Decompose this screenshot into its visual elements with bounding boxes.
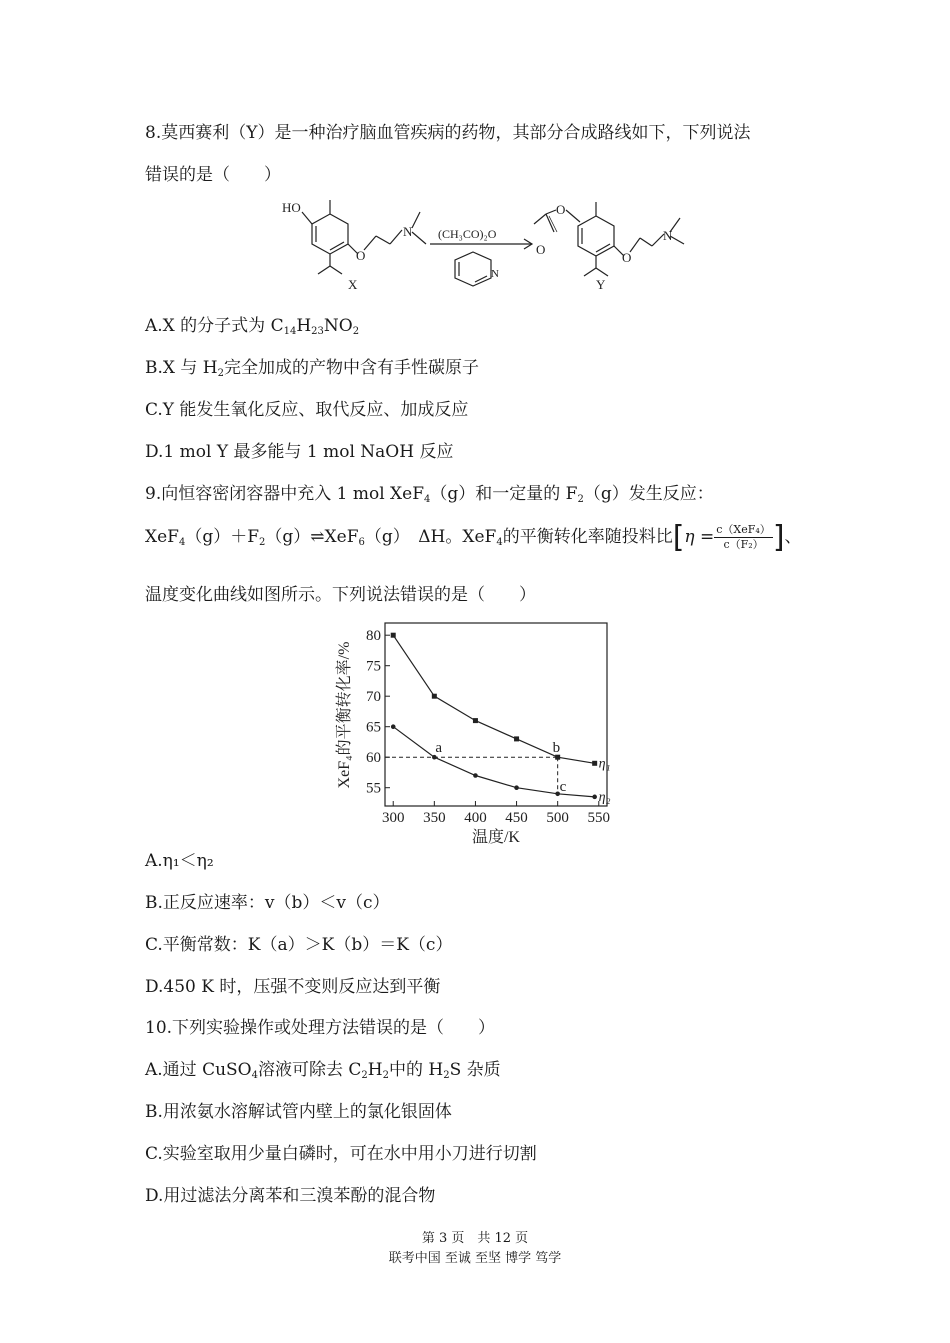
q10-stem: 10.下列实验操作或处理方法错误的是（ ） bbox=[145, 1018, 496, 1038]
y-ester-o-atom: O bbox=[556, 202, 566, 217]
x-tick-label: 400 bbox=[464, 810, 487, 826]
q9-stem-line3: 温度变化曲线如图所示。下列说法错误的是（ ） bbox=[145, 585, 536, 605]
y-tick-label: 80 bbox=[366, 628, 381, 645]
page-number: 第 3 页 共 12 页 bbox=[421, 1231, 529, 1246]
x-tick-label: 450 bbox=[505, 810, 528, 826]
q9-equation-line: $XeF_4(g)+F_2(g)\rightleftharpoons XeF_6(g)$ ΔH。XeF$_4$的平衡转化率随投料比[η = $\frac{\text{c（XeF₄）}}{\text{c（F₂）}}$ ]、 bbox=[145, 520, 802, 555]
q9-option-b: B.正反应速率：v（b）＜v（c） bbox=[145, 893, 390, 913]
y-ether-o-atom: O bbox=[622, 250, 632, 265]
series-eta1-point bbox=[514, 736, 519, 741]
plot-frame bbox=[385, 623, 607, 806]
footer-slogan: 联考中国 至诚 至坚 博学 笃学 bbox=[388, 1251, 562, 1266]
q8-option-d: D.1 mol Y 最多能与 1 mol NaOH 反应 bbox=[145, 442, 454, 462]
y-tick-label: 55 bbox=[366, 780, 381, 797]
q9-option-d: D.450 K 时，压强不变则反应达到平衡 bbox=[145, 977, 441, 997]
y-carbonyl-o-atom: O bbox=[536, 242, 546, 257]
point-b-label: b bbox=[552, 740, 561, 757]
y-n-atom: N bbox=[663, 228, 673, 243]
y-tick-label: 60 bbox=[366, 750, 381, 767]
x-o-atom: O bbox=[356, 248, 366, 263]
ho-label: HO bbox=[282, 200, 301, 215]
x-tick-label: 300 bbox=[381, 810, 405, 826]
series-eta2-point bbox=[473, 773, 478, 778]
series-eta1-point bbox=[592, 761, 597, 766]
y-tick-label: 75 bbox=[366, 658, 381, 675]
q8-option-a: A.X 的分子式为 $C_{14}H_{23}NO_2$ bbox=[145, 316, 360, 337]
series-eta2-label: η₂ bbox=[598, 789, 611, 805]
point-a-label: a bbox=[435, 740, 443, 757]
x-label: X bbox=[348, 277, 358, 292]
x-tick-label: 500 bbox=[546, 810, 569, 826]
q9-option-a: A.η₁＜η₂ bbox=[145, 851, 214, 871]
q8-option-c: C.Y 能发生氧化反应、取代反应、加成反应 bbox=[145, 400, 469, 420]
q10-option-a: A.通过 CuSO$_4$溶液可除去 $C_2H_2$中的 $H_2S$ 杂质 bbox=[145, 1060, 501, 1081]
eta-symbol: η = bbox=[684, 527, 715, 547]
y-tick-label: 65 bbox=[366, 719, 381, 736]
pyridine-n-atom: N bbox=[491, 268, 499, 280]
series-eta2-point bbox=[391, 724, 396, 729]
series-eta1-label: η₁ bbox=[598, 756, 611, 772]
series-eta1-point bbox=[473, 718, 478, 723]
x-n-atom: N bbox=[403, 224, 413, 239]
conversion-chart bbox=[325, 615, 625, 847]
series-eta2-point bbox=[592, 795, 597, 800]
q8-stem-line1: 8.莫西赛利（Y）是一种治疗脑血管疾病的药物，其部分合成路线如下，下列说法 bbox=[145, 123, 751, 143]
x-axis-label: 温度/K bbox=[471, 829, 521, 846]
feed-ratio-fraction: $\frac{\text{c（XeF₄）}}{\text{c（F₂）}}$ bbox=[716, 523, 771, 551]
x-tick-label: 350 bbox=[423, 810, 446, 826]
y-axis-label: XeF₄的平衡转化率/% bbox=[336, 641, 353, 789]
y-label: Y bbox=[596, 277, 606, 292]
q10-option-c: C.实验室取用少量白磷时，可在水中用小刀进行切割 bbox=[145, 1144, 537, 1164]
x-tick-label: 550 bbox=[587, 810, 611, 826]
y-tick-label: 70 bbox=[366, 689, 381, 706]
series-eta1-line bbox=[393, 635, 594, 763]
series-eta2-point bbox=[514, 785, 519, 790]
q8-stem-line2: 错误的是（ ） bbox=[145, 165, 281, 185]
q9-option-c: C.平衡常数：K（a）＞K（b）＝K（c） bbox=[145, 935, 453, 955]
q8-reaction-scheme bbox=[270, 192, 690, 297]
q9-stem-line1: 9.向恒容密闭容器中充入 1 mol XeF$_4$（g）和一定量的 $F_2(g)$发生反应： bbox=[145, 484, 714, 505]
reagent-label: (CH₃CO)₂O bbox=[438, 227, 497, 241]
q8-option-b: B.X 与 $H_2$完全加成的产物中含有手性碳原子 bbox=[145, 358, 480, 379]
point-c-label: c bbox=[559, 778, 567, 795]
q10-option-d: D.用过滤法分离苯和三溴苯酚的混合物 bbox=[145, 1186, 436, 1206]
series-eta1-point bbox=[391, 633, 396, 638]
series-eta1-point bbox=[432, 694, 437, 699]
q10-option-b: B.用浓氨水溶解试管内壁上的氯化银固体 bbox=[145, 1102, 452, 1122]
